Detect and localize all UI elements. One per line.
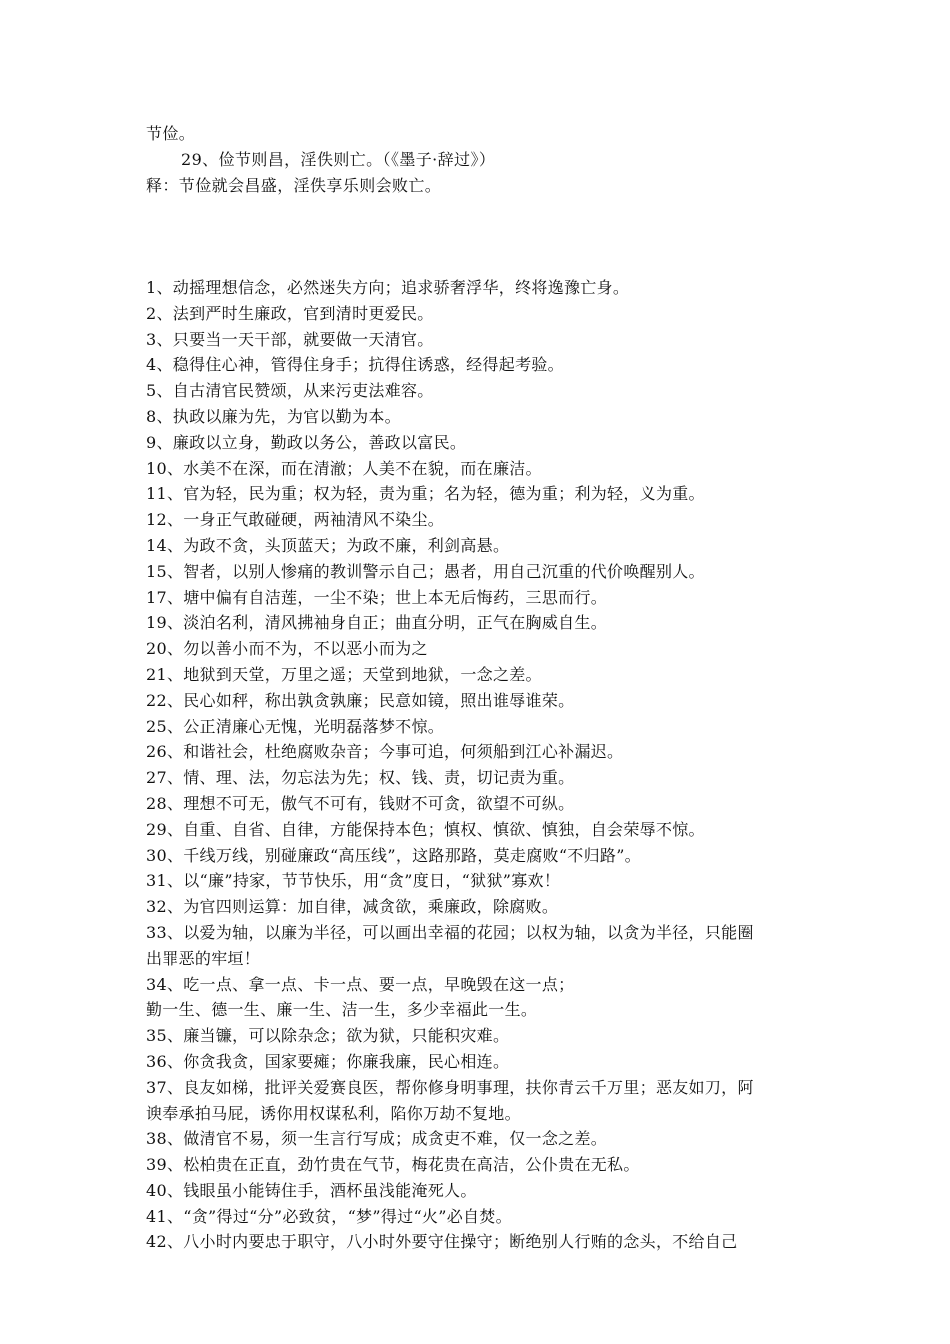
list-line: 10、水美不在深，而在清澈；人美不在貌，而在廉洁。 [146, 458, 542, 478]
list-line: 17、塘中偏有自洁莲，一尘不染；世上本无后悔药，三思而行。 [146, 587, 608, 607]
list-line: 37、良友如梯，批评关爱赛良医，帮你修身明事理，扶你青云千万里；恶友如刀，阿 [146, 1077, 754, 1097]
list-line: 26、和谐社会，杜绝腐败杂音；今事可追，何须船到江心补漏迟。 [146, 742, 624, 762]
list-line: 40、钱眼虽小能铸住手，酒杯虽浅能淹死人。 [146, 1180, 477, 1200]
text-line-top-2: 释：节俭就会昌盛，淫佚享乐则会败亡。 [146, 175, 442, 195]
text-line-top-0: 节俭。 [146, 124, 196, 143]
list-line: 谀奉承拍马屁，诱你用权谋私利，陷你万劫不复地。 [146, 1103, 521, 1123]
list-line: 27、情、理、法，勿忘法为先；权、钱、责，切记责为重。 [146, 768, 575, 788]
list-line: 42、八小时内要忠于职守，八小时外要守住操守；断绝别人行贿的念头，不给自己 [146, 1232, 738, 1252]
list-line: 36、你贪我贪，国家要瘫；你廉我廉，民心相连。 [146, 1051, 510, 1071]
list-line: 21、地狱到天堂，万里之遥；天堂到地狱，一念之差。 [146, 664, 542, 684]
list-line: 19、淡泊名利，清风拂袖身自正；曲直分明，正气在胸威自生。 [146, 613, 608, 633]
list-line: 9、廉政以立身，勤政以务公，善政以富民。 [146, 432, 467, 452]
list-line: 35、廉当镰，可以除杂念；欲为狱，只能积灾难。 [146, 1026, 510, 1046]
list-line: 4、稳得住心神，管得住身手；抗得住诱惑，经得起考验。 [146, 355, 564, 375]
list-line: 15、智者，以别人惨痛的教训警示自己；愚者，用自己沉重的代价唤醒别人。 [146, 561, 705, 581]
list-line: 28、理想不可无，傲气不可有，钱财不可贪，欲望不可纵。 [146, 793, 575, 813]
list-line: 22、民心如秤，称出孰贪孰廉；民意如镜，照出谁辱谁荣。 [146, 690, 575, 710]
list-line: 29、自重、自省、自律，方能保持本色；慎权、慎欲、慎独，自会荣辱不惊。 [146, 819, 705, 839]
list-line: 8、执政以廉为先，为官以勤为本。 [146, 406, 401, 426]
list-line: 41、“贪”得过“分”必致贫，“梦”得过“火”必自焚。 [146, 1206, 512, 1226]
list-line: 11、官为轻，民为重；权为轻，责为重；名为轻，德为重；利为轻，义为重。 [146, 484, 705, 504]
list-line: 20、勿以善小而不为，不以恶小而为之 [146, 639, 428, 659]
text-line-top-1: 29、俭节则昌，淫佚则亡。（《墨子·辞过》） [181, 149, 496, 169]
list-line: 32、为官四则运算：加自律，减贪欲，乘廉政，除腐败。 [146, 897, 559, 917]
list-line: 25、公正清廉心无愧，光明磊落梦不惊。 [146, 716, 445, 736]
list-line: 34、吃一点、拿一点、卡一点、要一点，早晚毁在这一点； [146, 974, 575, 994]
list-line: 2、法到严时生廉政，官到清时更爱民。 [146, 303, 434, 323]
list-line: 勤一生、德一生、廉一生、洁一生，多少幸福此一生。 [146, 1000, 538, 1020]
list-line: 39、松柏贵在正直，劲竹贵在气节，梅花贵在高洁，公仆贵在无私。 [146, 1155, 640, 1175]
list-line: 出罪恶的牢垣！ [146, 948, 261, 968]
list-line: 31、以“廉”持家，节节快乐，用“贪”度日，“狱狱”寡欢！ [146, 871, 561, 891]
list-line: 30、千线万线，别碰廉政“高压线”，这路那路，莫走腐败“不归路”。 [146, 845, 641, 865]
list-line: 5、自古清官民赞颂，从来污吏法难容。 [146, 381, 434, 401]
previous-section-tail [146, 121, 826, 198]
list-line: 1、动摇理想信念，必然迷失方向；追求骄奢浮华，终将逸豫亡身。 [146, 278, 630, 297]
list-line: 33、以爱为轴，以廉为半径，可以画出幸福的花园；以权为轴，以贪为半径，只能圈 [146, 922, 754, 942]
list-line: 14、为政不贪，头顶蓝天；为政不廉，利剑高悬。 [146, 535, 510, 555]
slogan-list [146, 275, 806, 1255]
list-line: 3、只要当一天干部，就要做一天清官。 [146, 329, 434, 349]
list-line: 38、做清官不易，须一生言行写成；成贪吏不难，仅一念之差。 [146, 1129, 608, 1149]
list-line: 12、一身正气敢碰硬，两袖清风不染尘。 [146, 510, 445, 530]
